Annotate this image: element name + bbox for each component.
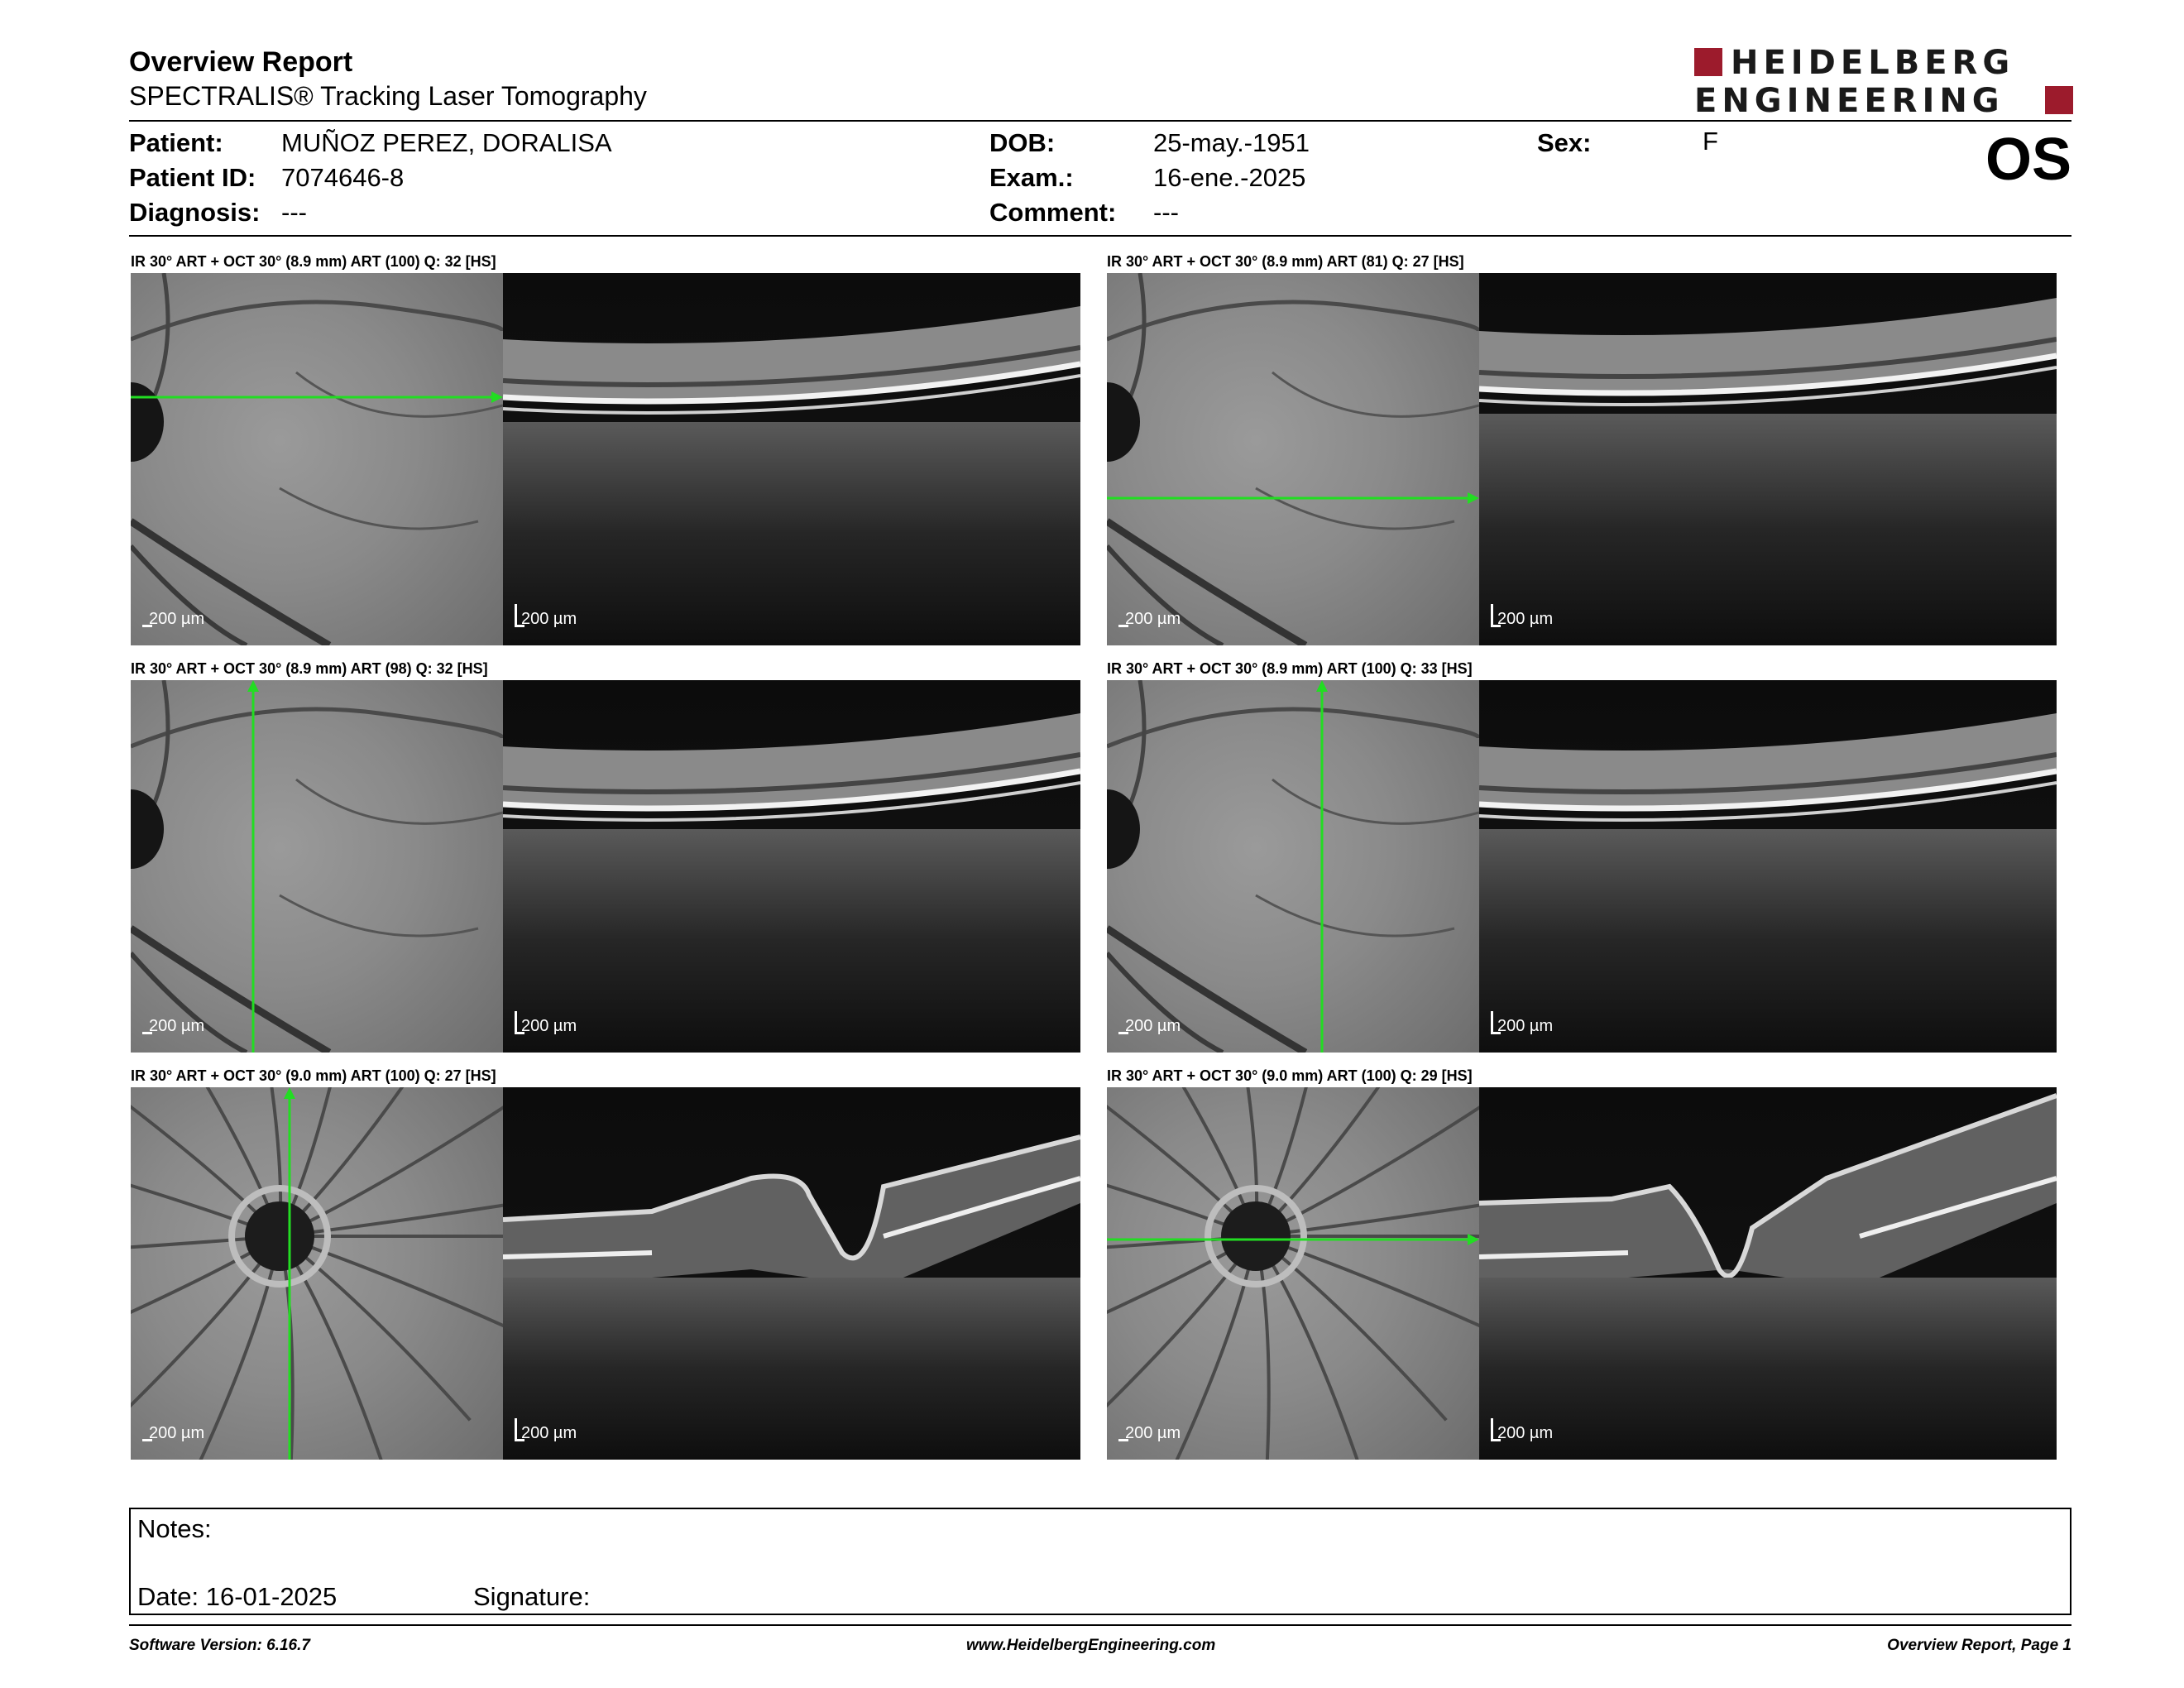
logo-square-bottom bbox=[2045, 86, 2073, 114]
fundus-scale-bar bbox=[142, 610, 205, 629]
report-subtitle: SPECTRALIS® Tracking Laser Tomography bbox=[129, 81, 647, 111]
fundus-image bbox=[131, 1087, 503, 1460]
scan-line-arrow bbox=[247, 680, 259, 1053]
oct-scale-label: 200 µm bbox=[521, 610, 577, 628]
patient-id-label: Patient ID: bbox=[129, 163, 256, 192]
oct-scale-bar bbox=[515, 610, 577, 629]
fundus-scale-label: 200 µm bbox=[1125, 610, 1181, 628]
fundus-scale-label: 200 µm bbox=[149, 1424, 205, 1442]
oct-bscan-image bbox=[1479, 680, 2057, 1053]
oct-bscan-image bbox=[1479, 273, 2057, 645]
header-rule bbox=[129, 120, 2071, 122]
oct-bscan-image bbox=[503, 680, 1080, 1053]
fundus-scale-label: 200 µm bbox=[149, 1017, 205, 1035]
logo-line1: HEIDELBERG bbox=[1731, 44, 2015, 82]
fundus-scale-bar bbox=[1118, 1424, 1181, 1443]
diagnosis-label: Diagnosis: bbox=[129, 198, 261, 227]
oct-bscan-image bbox=[1479, 1087, 2057, 1460]
fundus-scale-bar bbox=[142, 1424, 205, 1443]
fundus-scale-bar bbox=[1118, 610, 1181, 629]
oct-scale-label: 200 µm bbox=[1497, 1017, 1554, 1035]
sex-label: Sex: bbox=[1537, 128, 1592, 157]
oct-scale-bar bbox=[515, 1424, 577, 1443]
oct-scale-label: 200 µm bbox=[1497, 1424, 1554, 1442]
comment-label: Comment: bbox=[989, 198, 1117, 227]
dob-value: 25-may.-1951 bbox=[1153, 128, 1310, 157]
signature-label: Signature: bbox=[473, 1582, 591, 1611]
scan-title: IR 30° ART + OCT 30° (9.0 mm) ART (100) Q: 29 [HS] bbox=[1107, 1067, 1473, 1084]
fundus-image bbox=[131, 680, 503, 1053]
software-version: Software Version: 6.16.7 bbox=[129, 1637, 310, 1654]
patient-value: MUÑOZ PEREZ, DORALISA bbox=[281, 128, 612, 157]
fundus-scale-label: 200 µm bbox=[1125, 1424, 1181, 1442]
scan-line-arrow bbox=[131, 391, 503, 403]
logo-line2: ENGINEERING bbox=[1694, 82, 2004, 120]
oct-bscan-image bbox=[503, 273, 1080, 645]
scan-line-arrow bbox=[1107, 492, 1479, 504]
oct-scale-bar bbox=[1491, 1424, 1554, 1443]
diagnosis-value: --- bbox=[281, 198, 307, 227]
eye-indicator: OS bbox=[1985, 127, 2072, 193]
fundus-image bbox=[131, 273, 503, 645]
fundus-scale-label: 200 µm bbox=[1125, 1017, 1181, 1035]
scan-title: IR 30° ART + OCT 30° (8.9 mm) ART (100) Q: 33 [HS] bbox=[1107, 660, 1473, 677]
oct-scale-label: 200 µm bbox=[521, 1424, 577, 1442]
oct-scale-bar bbox=[1491, 1017, 1554, 1036]
patient-id-value: 7074646-8 bbox=[281, 163, 405, 192]
heidelberg-logo bbox=[1694, 44, 2075, 120]
oct-scale-label: 200 µm bbox=[1497, 610, 1554, 628]
exam-label: Exam.: bbox=[989, 163, 1074, 192]
scan-title: IR 30° ART + OCT 30° (8.9 mm) ART (98) Q: 32 [HS] bbox=[131, 660, 488, 677]
scan-line-arrow bbox=[1316, 680, 1328, 1053]
fundus-image bbox=[1107, 273, 1479, 645]
exam-value: 16-ene.-2025 bbox=[1153, 163, 1306, 192]
oct-bscan-image bbox=[503, 1087, 1080, 1460]
scan-title: IR 30° ART + OCT 30° (8.9 mm) ART (81) Q: 27 [HS] bbox=[1107, 253, 1464, 270]
fundus-image bbox=[1107, 680, 1479, 1053]
notes-box bbox=[129, 1508, 2071, 1615]
fundus-scale-bar bbox=[1118, 1017, 1181, 1036]
logo-square-top bbox=[1694, 48, 1722, 76]
scan-title: IR 30° ART + OCT 30° (9.0 mm) ART (100) Q: 27 [HS] bbox=[131, 1067, 496, 1084]
report-title: Overview Report bbox=[129, 46, 353, 78]
footer-rule bbox=[129, 1624, 2071, 1626]
oct-scale-bar bbox=[515, 1017, 577, 1036]
fundus-image bbox=[1107, 1087, 1479, 1460]
patient-rule bbox=[129, 235, 2071, 237]
dob-label: DOB: bbox=[989, 128, 1056, 157]
notes-label: Notes: bbox=[137, 1514, 212, 1543]
oct-scale-label: 200 µm bbox=[521, 1017, 577, 1035]
date-label: Date: 16-01-2025 bbox=[137, 1582, 338, 1611]
fundus-scale-bar bbox=[142, 1017, 205, 1036]
scan-title: IR 30° ART + OCT 30° (8.9 mm) ART (100) Q: 32 [HS] bbox=[131, 253, 496, 270]
page-number: Overview Report, Page 1 bbox=[1887, 1637, 2071, 1654]
patient-label: Patient: bbox=[129, 128, 223, 157]
sex-value: F bbox=[1703, 127, 1718, 156]
comment-value: --- bbox=[1153, 198, 1179, 227]
fundus-scale-label: 200 µm bbox=[149, 610, 205, 628]
oct-scale-bar bbox=[1491, 610, 1554, 629]
website-link[interactable]: www.HeidelbergEngineering.com bbox=[966, 1637, 1216, 1654]
